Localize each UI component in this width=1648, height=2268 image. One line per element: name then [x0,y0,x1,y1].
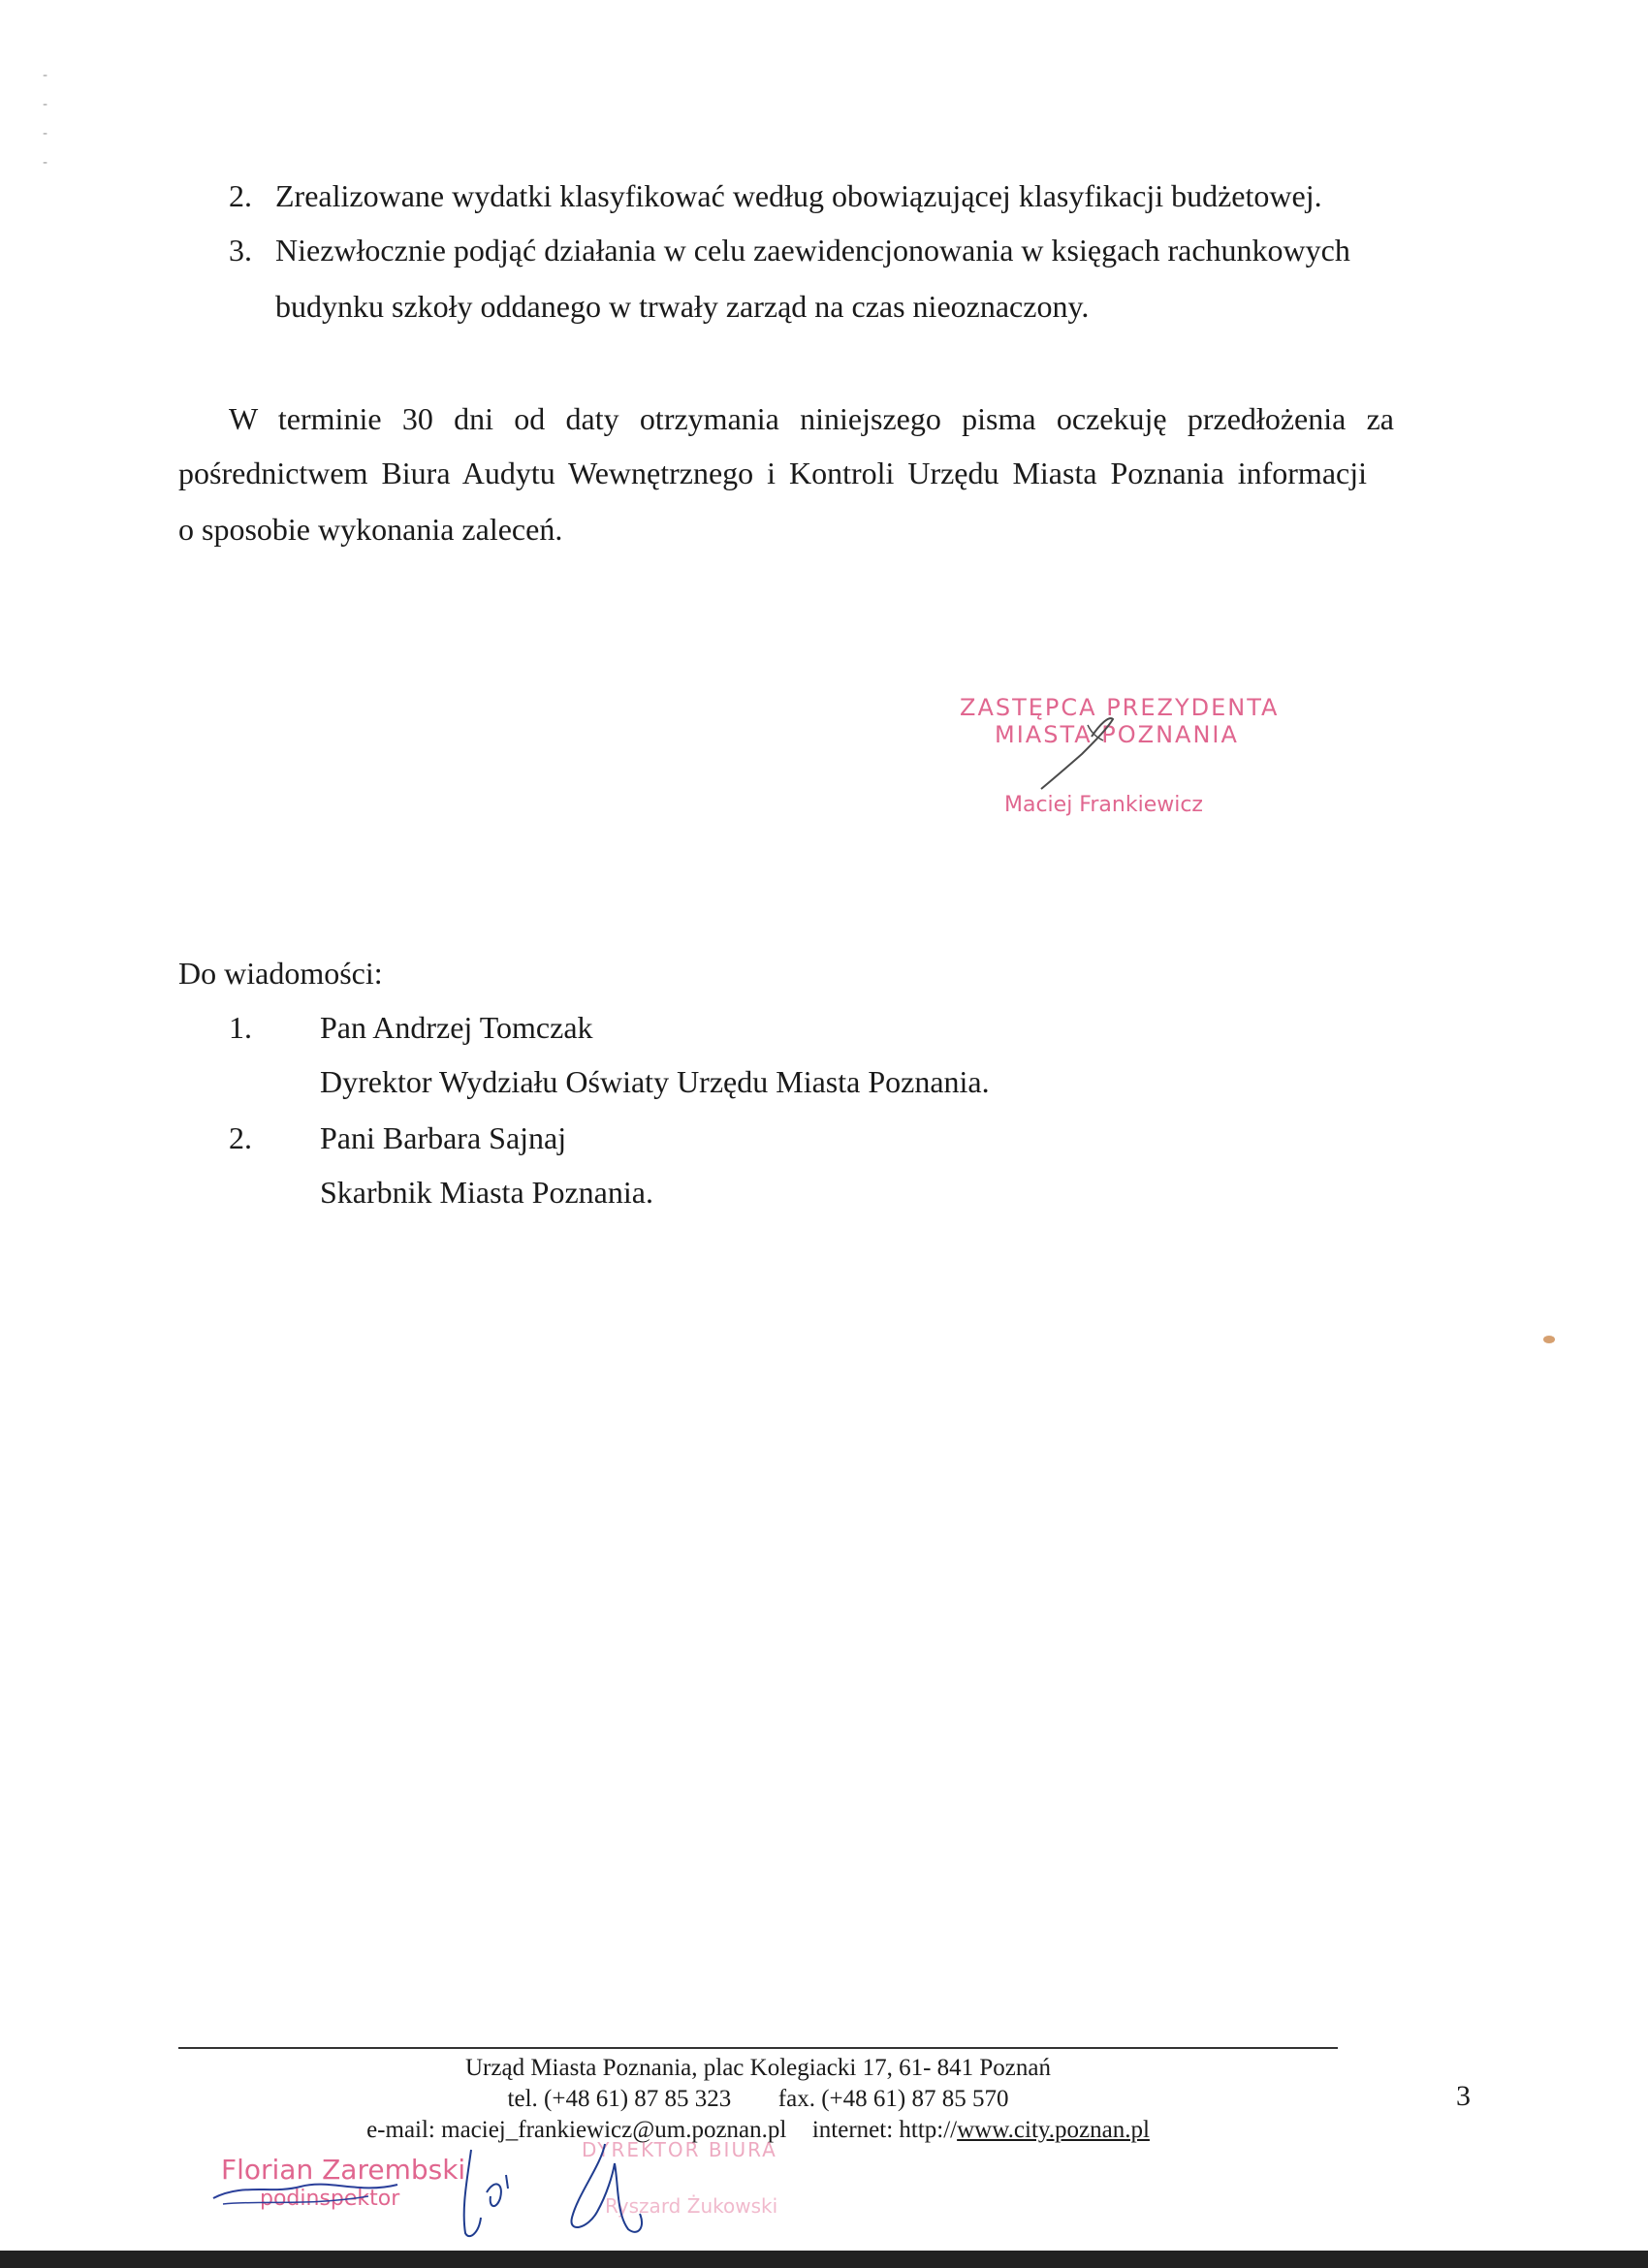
handwritten-signature [558,2136,655,2243]
cc-recipient-role: Dyrektor Wydziału Oświaty Urzędu Miasta Poznania. [320,1064,990,1099]
footer-email: e-mail: maciej_frankiewicz@um.poznan.pl [366,2117,787,2143]
cc-recipient-role: Skarbnik Miasta Poznania. [320,1175,653,1210]
cc-number: 1. [229,1010,252,1045]
page-number: 3 [1456,2080,1471,2112]
handwritten-signature [998,708,1173,795]
stamp-director-title: DYREKTOR BIURA [582,2138,777,2161]
handwritten-initials [452,2140,529,2247]
footer-website-link[interactable]: www.city.poznan.pl [957,2117,1150,2143]
paragraph-line: pośrednictwem Biura Audytu Wewnętrznego i Kontroli Urzędu Miasta Poznania informacji [178,456,1367,490]
footer-phones [178,2084,1338,2115]
footer-fax: fax. (+48 61) 87 85 570 [777,2086,1009,2112]
list-number: 3. [229,233,252,268]
list-item-text: Niezwłocznie podjąć działania w celu zaewidencjonowania w księgach rachunkowych [275,233,1350,268]
list-number: 2. [229,178,252,213]
stamp-approver-name: Florian Zarembski [221,2154,466,2186]
scan-mark: - [43,155,48,171]
scan-spot [1543,1336,1555,1343]
footer-tel: tel. (+48 61) 87 85 323 [507,2086,732,2112]
cc-number: 2. [229,1120,252,1155]
scan-mark: - [43,68,48,83]
list-item-text: Zrealizowane wydatki klasyfikować według obowiązującej klasyfikacji budżetowej. [275,178,1322,213]
footer-address: Urząd Miasta Poznania, plac Kolegiacki 17, 61- 841 Poznań [465,2055,1051,2081]
cc-recipient-name: Pani Barbara Sajnaj [320,1120,567,1155]
stamp-director-name: Ryszard Żukowski [605,2194,778,2218]
handwritten-initials [204,2165,427,2214]
paragraph-line: W terminie 30 dni od daty otrzymania niniejszego pisma oczekuję przedłożenia za [229,401,1394,436]
stamp-approver-title: podinspektor [260,2187,400,2211]
paragraph-line: o sposobie wykonania zaleceń. [178,512,563,547]
footer-internet-label: internet: http:// [811,2117,958,2143]
stamp-subtitle: MIASTA POZNANIA [995,721,1239,748]
stamp-name: Maciej Frankiewicz [1004,793,1203,817]
cc-heading: Do wiadomości: [178,956,383,991]
stamp-title: ZASTĘPCA PREZYDENTA [960,694,1280,721]
scan-mark: - [43,126,48,142]
scan-mark: - [43,97,48,112]
cc-recipient-name: Pan Andrzej Tomczak [320,1010,593,1045]
list-item-text-continued: budynku szkoły oddanego w trwały zarząd na czas nieoznaczony. [275,289,1090,324]
scan-edge [0,2251,1648,2268]
footer-divider [178,2047,1338,2049]
